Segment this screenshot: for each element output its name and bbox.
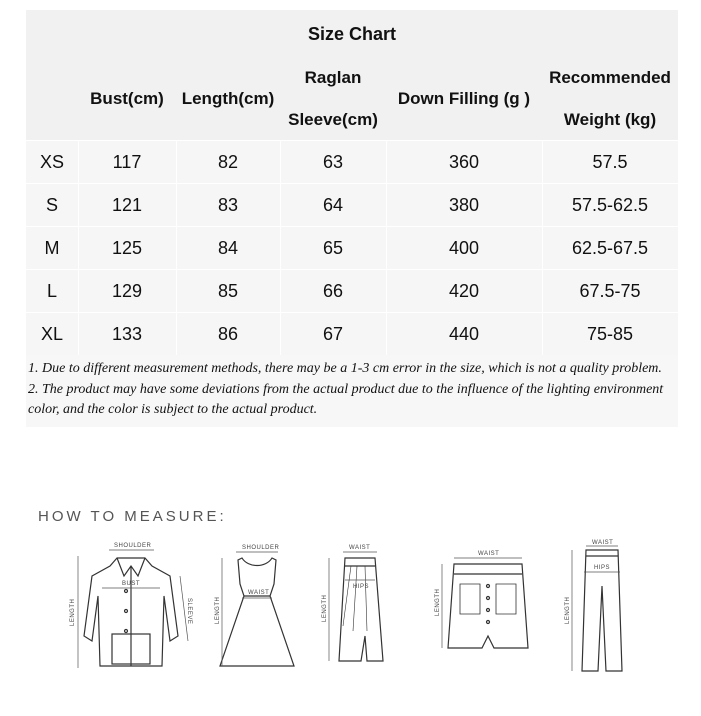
length-label: LENGTH — [70, 598, 76, 626]
header-weight-line2: Weight (kg) — [563, 110, 657, 129]
cell-sleeve: 63 — [280, 141, 387, 183]
cell-filling: 380 — [386, 184, 543, 226]
cell-sleeve: 67 — [280, 313, 387, 355]
jacket-measure-diagram — [62, 536, 202, 686]
note-1: 1. Due to different measurement methods, there may be a 1-3 cm error in the size, which is not a quality problem. — [28, 361, 662, 376]
cell-weight: 67.5-75 — [579, 281, 641, 301]
cell-filling: 400 — [386, 227, 543, 269]
table-row — [26, 226, 678, 269]
table-row — [26, 183, 678, 226]
cell-weight: 62.5-67.5 — [571, 238, 649, 258]
header-size — [26, 58, 78, 140]
note-2: 2. The product may have some deviations from the actual product due to the influence of the lighting environment color, and the color is subject to the actual product. — [28, 381, 664, 417]
header-raglan-sleeve — [280, 58, 386, 140]
cell-bust: 125 — [78, 227, 177, 269]
header-length — [176, 58, 280, 140]
how-to-measure-title: HOW TO MEASURE: — [38, 508, 227, 525]
cell-bust: 133 — [78, 313, 177, 355]
length-label: LENGTH — [565, 596, 571, 624]
cell-length: 85 — [176, 270, 281, 312]
shorts-measure-diagram — [432, 536, 542, 686]
cell-filling: 440 — [386, 313, 543, 355]
table-row — [26, 312, 678, 355]
header-raglan-line1: Raglan — [304, 68, 362, 87]
cell-sleeve: 64 — [280, 184, 387, 226]
cell-filling: 360 — [386, 141, 543, 183]
cell-length: 84 — [176, 227, 281, 269]
cell-bust: 129 — [78, 270, 177, 312]
waist-label: WAIST — [248, 590, 270, 596]
length-label: LENGTH — [435, 588, 441, 616]
cell-size: S — [26, 184, 79, 226]
size-chart-table — [26, 10, 678, 427]
waist-label: WAIST — [349, 545, 371, 551]
skirt-measure-diagram — [317, 536, 397, 686]
shoulder-label: SHOULDER — [242, 545, 280, 551]
length-label: LENGTH — [322, 594, 328, 622]
header-down-filling — [386, 58, 542, 140]
header-weight-line1: Recommended — [549, 68, 671, 87]
header-raglan-line2: Sleeve(cm) — [288, 110, 378, 129]
cell-length: 82 — [176, 141, 281, 183]
cell-size: L — [26, 270, 79, 312]
table-row — [26, 269, 678, 312]
measurement-illustrations — [62, 536, 662, 686]
waist-label: WAIST — [478, 551, 500, 557]
table-row — [26, 140, 678, 183]
size-chart-title: Size Chart — [26, 10, 678, 58]
sleeve-label: SLEEVE — [186, 598, 192, 625]
cell-filling: 420 — [386, 270, 543, 312]
header-recommended-weight — [542, 58, 678, 140]
bust-label: BUST — [122, 581, 141, 587]
size-chart-header-row — [26, 58, 678, 140]
cell-bust: 121 — [78, 184, 177, 226]
cell-weight: 57.5-62.5 — [571, 195, 649, 215]
cell-weight: 57.5 — [592, 152, 628, 172]
shoulder-label: SHOULDER — [114, 543, 152, 549]
size-chart-notes — [26, 355, 678, 427]
cell-size: XL — [26, 313, 79, 355]
dress-measure-diagram — [212, 536, 302, 686]
hips-label: HIPS — [353, 584, 370, 590]
hips-label: HIPS — [594, 565, 611, 571]
cell-sleeve: 65 — [280, 227, 387, 269]
cell-length: 86 — [176, 313, 281, 355]
header-down-filling-label: Down Filling (g ) — [397, 89, 531, 108]
cell-bust: 117 — [78, 141, 177, 183]
length-label: LENGTH — [215, 596, 221, 624]
cell-weight: 75-85 — [586, 324, 634, 344]
pants-measure-diagram — [562, 536, 642, 686]
waist-label: WAIST — [592, 540, 614, 546]
cell-size: XS — [26, 141, 79, 183]
header-length-label: Length(cm) — [181, 89, 275, 108]
cell-length: 83 — [176, 184, 281, 226]
cell-sleeve: 66 — [280, 270, 387, 312]
cell-size: M — [26, 227, 79, 269]
header-bust-label: Bust(cm) — [90, 89, 164, 108]
header-bust — [78, 58, 176, 140]
